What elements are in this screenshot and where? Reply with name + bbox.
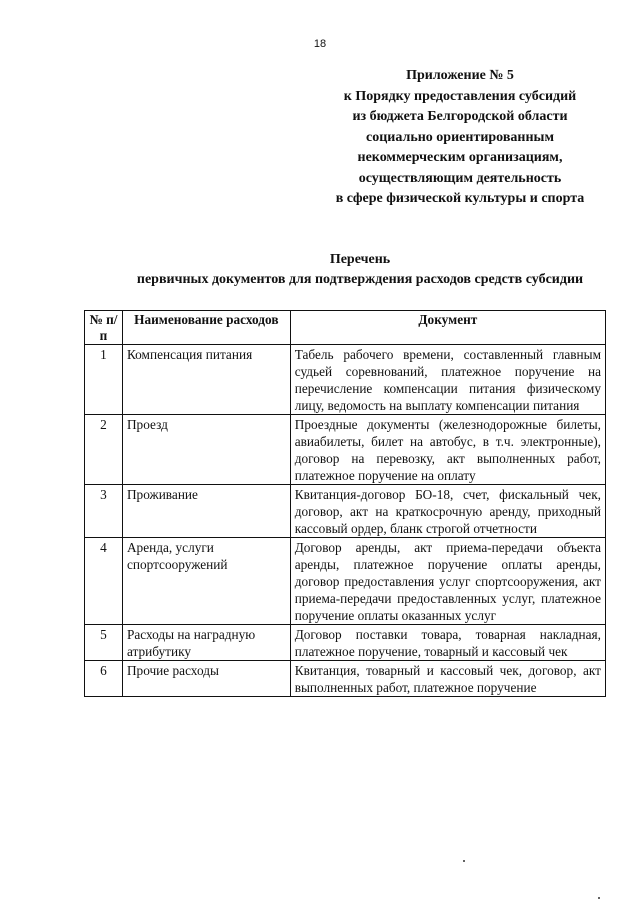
row-number: 1 bbox=[85, 345, 123, 415]
row-number: 5 bbox=[85, 625, 123, 661]
row-document: Квитанция-договор БО-18, счет, фискальный чек, договор, акт на краткосрочную аренду, приходный кассовый ордер, бланк строгой отчетности bbox=[290, 485, 605, 538]
appendix-line: к Порядку предоставления субсидий bbox=[343, 88, 577, 104]
appendix-line: из бюджета Белгородской области bbox=[352, 109, 568, 124]
row-name: Аренда, услуги спортсооружений bbox=[122, 538, 290, 625]
appendix-line: некоммерческим организациям, bbox=[357, 150, 563, 165]
row-document: Проездные документы (железнодорожные билеты, авиабилеты, билет на автобус, в т.ч. электронные), договор на перевозку, акт выполненных работ, платежное поручение на оплату bbox=[290, 415, 605, 485]
row-name: Проезд bbox=[122, 415, 290, 485]
row-number: 3 bbox=[85, 485, 123, 538]
appendix-header bbox=[300, 66, 620, 210]
appendix-line: Приложение № 5 bbox=[406, 68, 514, 83]
table-row bbox=[85, 538, 606, 625]
documents-table bbox=[84, 310, 606, 697]
row-name: Компенсация питания bbox=[122, 345, 290, 415]
scan-speck bbox=[598, 897, 600, 899]
appendix-line: осуществляющим деятельность bbox=[358, 170, 562, 186]
row-name: Расходы на наградную атрибутику bbox=[122, 625, 290, 661]
row-name: Проживание bbox=[122, 485, 290, 538]
table-row bbox=[85, 485, 606, 538]
table-row bbox=[85, 415, 606, 485]
row-document: Табель рабочего времени, составленный главным судьей соревнований, платежное поручение на перечисление компенсации питания физическому лицу, ведомость на выплату компенсации питания bbox=[290, 345, 605, 415]
row-number: 6 bbox=[85, 661, 123, 697]
appendix-line: социально ориентированным bbox=[366, 129, 554, 145]
list-subtitle: первичных документов для подтверждения расходов средств субсидии bbox=[136, 272, 584, 287]
row-number: 4 bbox=[85, 538, 123, 625]
list-heading bbox=[0, 250, 640, 290]
row-name: Прочие расходы bbox=[122, 661, 290, 697]
appendix-line: в сфере физической культуры и спорта bbox=[335, 191, 585, 206]
table-row bbox=[85, 661, 606, 697]
scan-speck bbox=[463, 860, 465, 862]
table-row bbox=[85, 345, 606, 415]
table-header-row bbox=[85, 311, 606, 345]
row-number: 2 bbox=[85, 415, 123, 485]
row-document: Договор аренды, акт приема-передачи объекта аренды, платежное поручение оплаты аренды, договор предоставления услуг спортсооружения, акт приема-передачи предоставленных услуг, платежное поручение оплаты оказанных услуг bbox=[290, 538, 605, 625]
header-document: Документ bbox=[290, 311, 605, 345]
page-number: 18 bbox=[313, 38, 327, 50]
header-number: № п/п bbox=[85, 311, 123, 345]
row-document: Квитанция, товарный и кассовый чек, договор, акт выполненных работ, платежное поручение bbox=[290, 661, 605, 697]
row-document: Договор поставки товара, товарная накладная, платежное поручение, товарный и кассовый чек bbox=[290, 625, 605, 661]
table-row bbox=[85, 625, 606, 661]
list-title: Перечень bbox=[329, 252, 391, 267]
header-name: Наименование расходов bbox=[122, 311, 290, 345]
